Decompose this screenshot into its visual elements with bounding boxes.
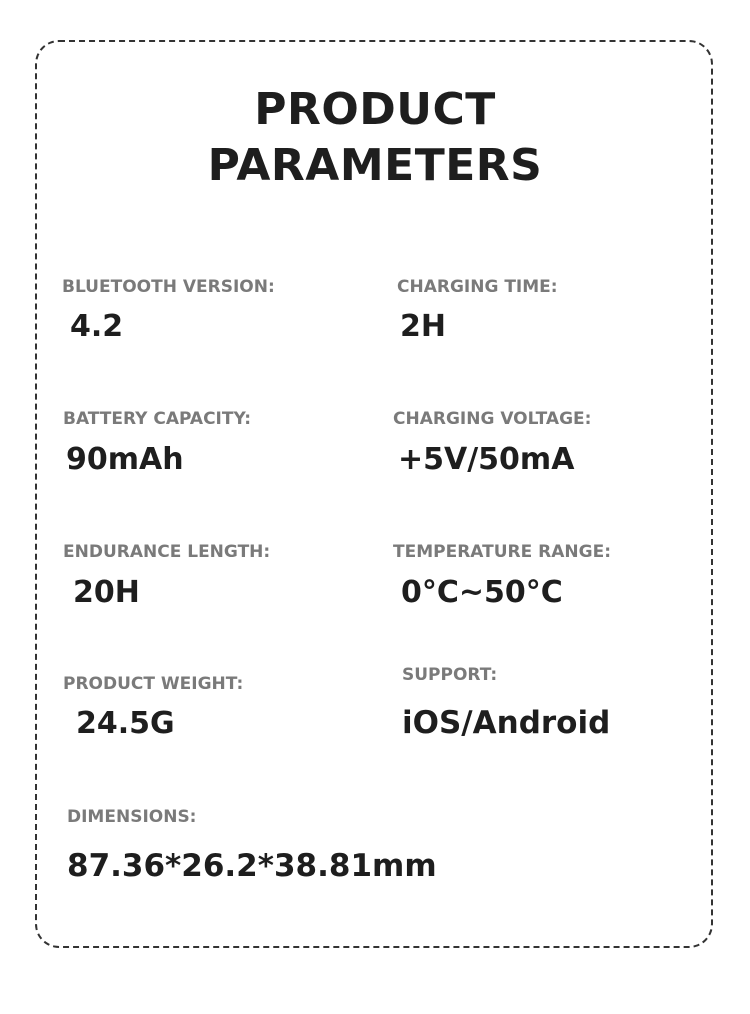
charging-time-label: CHARGING TIME: [397,277,558,297]
product-weight-label: PRODUCT WEIGHT: [63,674,244,694]
endurance-length-value: 20H [73,575,140,610]
battery-capacity-value: 90mAh [66,442,184,477]
bluetooth-version-value: 4.2 [70,309,124,344]
temperature-range-label: TEMPERATURE RANGE: [393,542,611,562]
battery-capacity-label: BATTERY CAPACITY: [63,409,252,429]
product-weight-value: 24.5G [76,706,175,741]
dimensions-label: DIMENSIONS: [67,807,197,827]
page-title-line-1: PRODUCT [254,84,496,135]
charging-time-value: 2H [400,309,446,344]
dimensions-value: 87.36*26.2*38.81mm [67,848,437,884]
temperature-range-value: 0°C~50°C [401,575,563,610]
support-label: SUPPORT: [402,665,498,685]
support-value: iOS/Android [402,705,611,741]
endurance-length-label: ENDURANCE LENGTH: [63,542,271,562]
bluetooth-version-label: BLUETOOTH VERSION: [62,277,275,297]
page-title-line-2: PARAMETERS [207,140,543,191]
charging-voltage-value: +5V/50mA [398,442,575,477]
charging-voltage-label: CHARGING VOLTAGE: [393,409,592,429]
